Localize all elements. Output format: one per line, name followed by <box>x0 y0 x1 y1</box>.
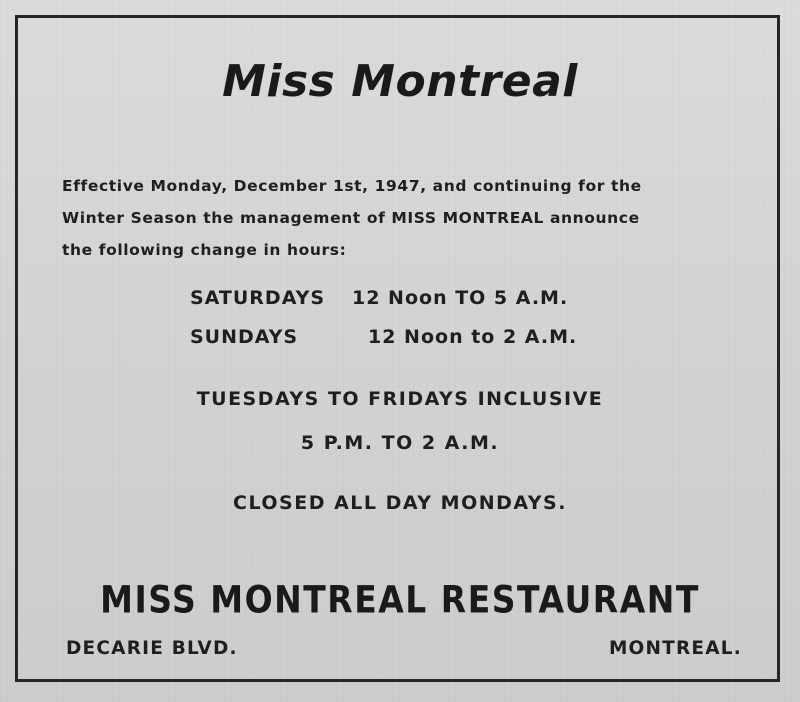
restaurant-name: MISS MONTREAL RESTAURANT <box>100 577 700 622</box>
intro-line: Winter Season the management of MISS MONTREAL announce <box>62 209 640 227</box>
ad-title: Miss Montreal <box>222 56 578 107</box>
closed-note: CLOSED ALL DAY MONDAYS. <box>233 492 567 514</box>
hours-day-sundays: SUNDAYS <box>190 326 299 348</box>
hours-time-sundays: 12 Noon to 2 A.M. <box>368 326 578 348</box>
address-city: MONTREAL. <box>608 638 742 659</box>
hours-day-saturdays: SATURDAYS <box>190 287 326 309</box>
intro-line: Effective Monday, December 1st, 1947, and continuing for the <box>62 177 642 195</box>
weekday-label: TUESDAYS TO FRIDAYS INCLUSIVE <box>196 388 604 410</box>
weekday-time: 5 P.M. TO 2 A.M. <box>300 432 500 454</box>
intro-line: the following change in hours: <box>62 241 347 259</box>
address-street: DECARIE BLVD. <box>66 638 238 659</box>
hours-time-saturdays: 12 Noon TO 5 A.M. <box>352 287 569 309</box>
intro-paragraph <box>62 170 752 266</box>
